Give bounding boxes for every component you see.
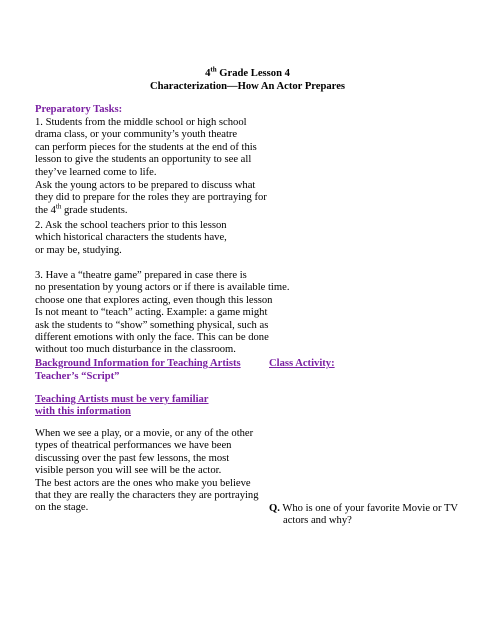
familiar-heading: Teaching Artists must be very familiar with this information bbox=[35, 394, 209, 418]
question-label: Q. bbox=[269, 503, 280, 514]
class-activity-heading: Class Activity: bbox=[269, 358, 335, 369]
question-text: Who is one of your favorite Movie or TV bbox=[279, 503, 459, 514]
paragraph-3: 2. Ask the school teachers prior to this lesson which historical characters the students have, or may be, studying. bbox=[35, 220, 227, 256]
teacher-script-heading: Teacher’s “Script” bbox=[35, 371, 120, 382]
lesson-title: 4th Grade Lesson 4 bbox=[205, 65, 290, 79]
preparatory-tasks-heading: Preparatory Tasks: bbox=[35, 104, 123, 115]
paragraph-1: 1. Students from the middle school or high school drama class, or your community’s youth theatre can perform pieces for the students at the end of this lesson to give the students an opportunity to see all they’ve learned come to life. bbox=[35, 117, 257, 178]
paragraph-2: Ask the young actors to be prepared to discuss what they did to prepare for the roles they are portraying for the 4th grade students. bbox=[35, 180, 267, 216]
question-block bbox=[269, 503, 458, 528]
question-text-continued: actors and why? bbox=[283, 515, 352, 527]
background-info-heading: Background Information for Teaching Artists bbox=[35, 358, 241, 369]
lesson-subtitle: Characterization—How An Actor Prepares bbox=[149, 81, 346, 92]
paragraph-4: 3. Have a “theatre game” prepared in case there is no presentation by young actors or if there is available time. choose one that explores acting, even though this lesson Is not meant to “teach” acting. Example: a game might ask the students to “show” something physical, such as different emotions with only the face. This can be done without too much disturbance in the classroom. bbox=[35, 270, 290, 356]
paragraph-5: When we see a play, or a movie, or any of the other types of theatrical performances we have been discussing over the past few lessons, the most visible person you will see will be the actor. The best actors are the ones who make you believe that they are really the characters they are portraying on the stage. bbox=[35, 428, 259, 514]
